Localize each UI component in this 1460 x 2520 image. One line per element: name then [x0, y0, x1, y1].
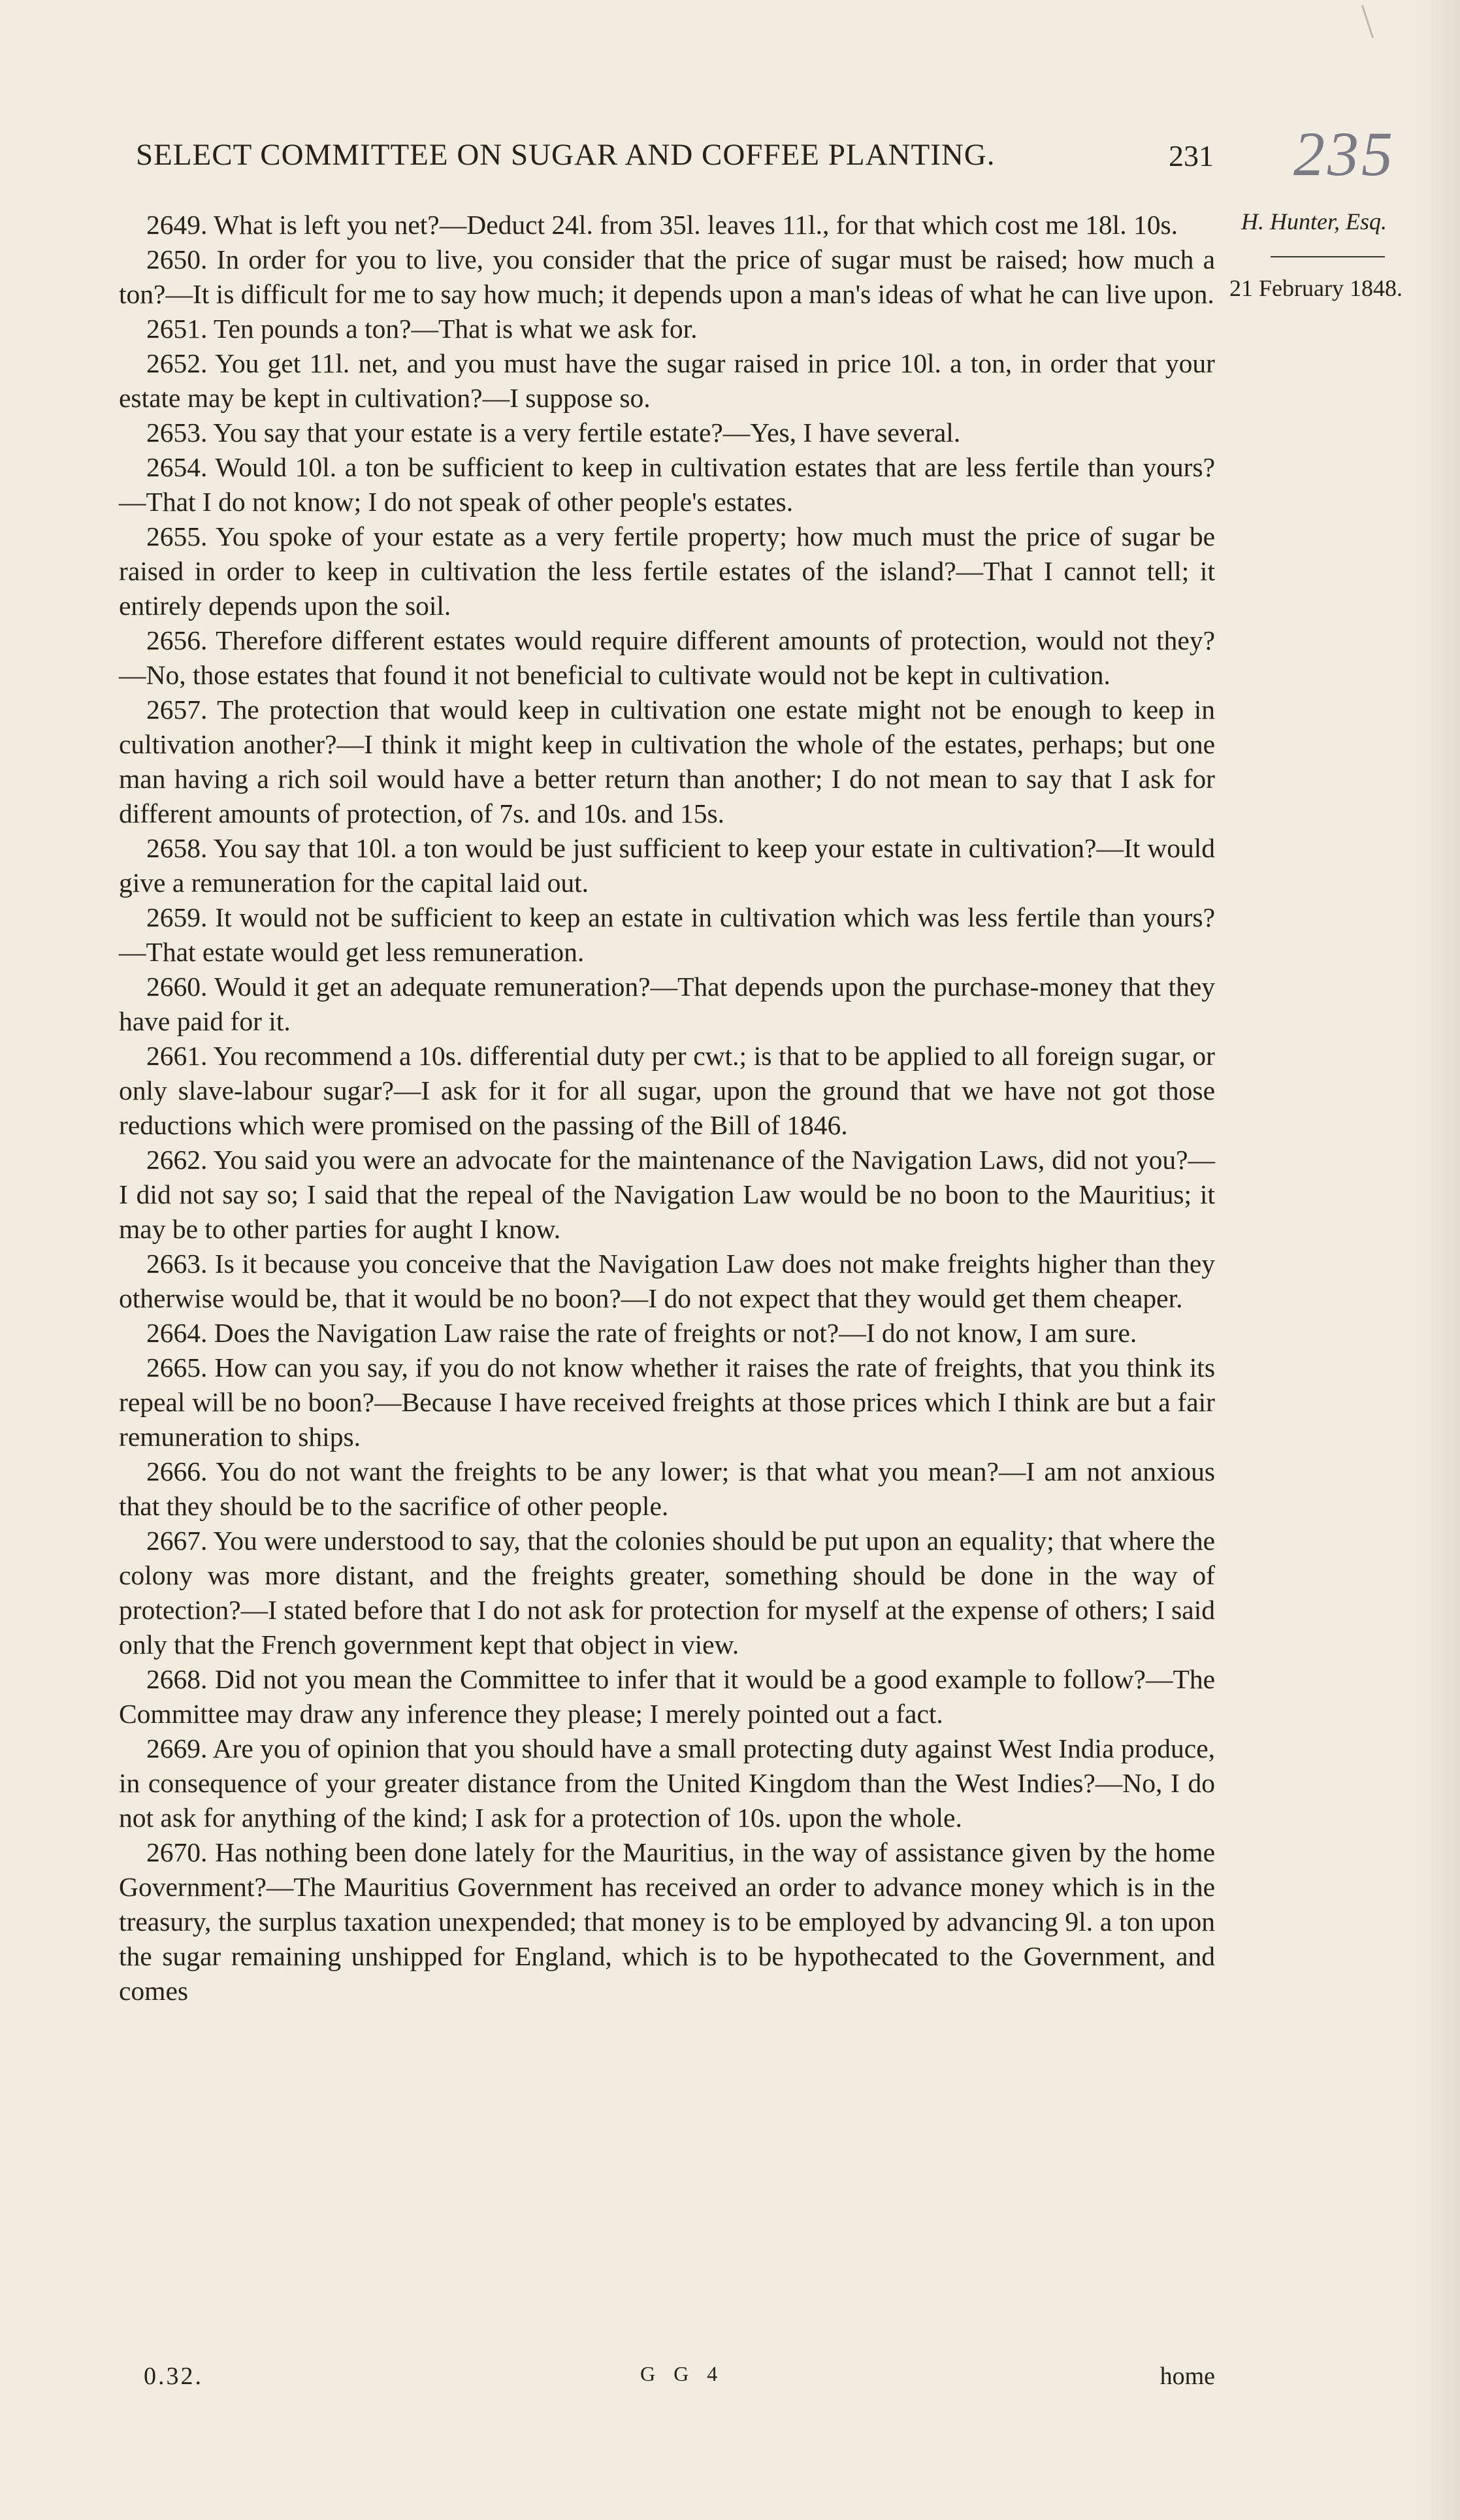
- printed-page-number: 231: [1169, 139, 1214, 172]
- testimony-paragraph: 2666. You do not want the freights to be any lower; is that what you mean?—I am not anxious that they should be to the sacrifice of other people.: [119, 1456, 1215, 1521]
- testimony-paragraph: 2655. You spoke of your estate as a very fertile property; how much must the price of sugar be raised in order to keep in cultivation the less fertile estates of the island?—That I cannot tell; it entirely depends upon the soil.: [119, 521, 1215, 621]
- sidenote-rule: [1271, 256, 1385, 257]
- testimony-paragraph: 2649. What is left you net?—Deduct 24l. from 35l. leaves 11l., for that which cost me 18l. 10s.: [146, 210, 1178, 240]
- footer-sessional-number: 0.32.: [144, 2363, 203, 2390]
- testimony-paragraph: 2658. You say that 10l. a ton would be just sufficient to keep your estate in cultivation?—It would give a remuneration for the capital laid out.: [119, 833, 1215, 898]
- page-edge-shadow: [1414, 0, 1460, 2520]
- testimony-paragraph: 2652. You get 11l. net, and you must have the sugar raised in price 10l. a ton, in order that your estate may be kept in cultivation?—I suppose so.: [119, 348, 1215, 413]
- testimony-paragraph: 2661. You recommend a 10s. differential duty per cwt.; is that to be applied to all foreign sugar, or only slave-labour sugar?—I ask for it for all sugar, upon the ground that we have not got those reductions which were promised on the passing of the Bill of 1846.: [119, 1041, 1215, 1140]
- running-header: [136, 137, 1214, 189]
- testimony-paragraph: 2665. How can you say, if you do not know whether it raises the rate of freights, that you think its repeal will be no boon?—Because I have received freights at those prices which I think are but a fair remuneration to ships.: [119, 1352, 1215, 1452]
- testimony-paragraph: 2669. Are you of opinion that you should have a small protecting duty against West India produce, in consequence of your greater distance from the United Kingdom than the West Indies?—No, I do not ask for anything of the kind; I ask for a protection of 10s. upon the whole.: [119, 1733, 1215, 1833]
- testimony-paragraph: 2654. Would 10l. a ton be sufficient to keep in cultivation estates that are less fertile than yours?—That I do not know; I do not speak of other people's estates.: [119, 452, 1215, 517]
- handwritten-page-number: 235: [1293, 119, 1395, 189]
- footer-signature-mark: G G 4: [640, 2362, 724, 2385]
- footer-catchword: home: [1160, 2363, 1215, 2390]
- witness-name: H. Hunter, Esq.: [1241, 208, 1387, 235]
- testimony-paragraph: 2653. You say that your estate is a very fertile estate?—Yes, I have several.: [146, 417, 961, 448]
- testimony-paragraph: 2663. Is it because you conceive that the Navigation Law does not make freights higher than they otherwise would be, that it would be no boon?—I do not expect that they would get them cheaper.: [119, 1249, 1215, 1313]
- corner-pencil-mark: [1361, 5, 1393, 38]
- testimony-paragraph: 2656. Therefore different estates would require different amounts of protection, would not they?—No, those estates that found it not beneficial to cultivate would not be kept in cultivation.: [119, 625, 1215, 690]
- testimony-paragraph: 2651. Ten pounds a ton?—That is what we ask for.: [146, 314, 698, 344]
- sidenote-witness: [1241, 208, 1387, 235]
- testimony-paragraph: 2670. Has nothing been done lately for the Mauritius, in the way of assistance given by the home Government?—The Mauritius Government has received an order to advance money which is in the treasury, the surplus taxation unexpended; that money is to be employed by advancing 9l. a ton upon the sugar remaining unshipped for England, which is to be hypothecated to the Government, and comes: [119, 1837, 1215, 2006]
- testimony-paragraph: 2668. Did not you mean the Committee to infer that it would be a good example to follow?—The Committee may draw any inference they please; I merely pointed out a fact.: [119, 1664, 1215, 1729]
- testimony-paragraph: 2650. In order for you to live, you consider that the price of sugar must be raised; how much a ton?—It is difficult for me to say how much; it depends upon a man's ideas of what he can live upon.: [119, 244, 1215, 309]
- page-footer: [144, 2362, 1215, 2401]
- sidenote-date: 21 February 1848.: [1229, 275, 1403, 301]
- header-title: SELECT COMMITTEE ON SUGAR AND COFFEE PLANTING.: [136, 138, 996, 172]
- testimony-body: [119, 208, 1215, 2008]
- testimony-paragraph: 2664. Does the Navigation Law raise the rate of freights or not?—I do not know, I am sure.: [146, 1318, 1137, 1348]
- testimony-paragraph: 2662. You said you were an advocate for the maintenance of the Navigation Laws, did not you?—I did not say so; I said that the repeal of the Navigation Law would be no boon to the Mauritius; it may be to other parties for aught I know.: [119, 1145, 1215, 1244]
- testimony-paragraph: 2667. You were understood to say, that the colonies should be put upon an equality; that where the colony was more distant, and the freights greater, something should be done in the way of protection?—I stated before that I do not ask for protection for myself at the expense of others; I said only that the French government kept that object in view.: [119, 1526, 1215, 1660]
- testimony-paragraph: 2659. It would not be sufficient to keep an estate in cultivation which was less fertile than yours?—That estate would get less remuneration.: [119, 902, 1215, 967]
- testimony-paragraph: 2660. Would it get an adequate remuneration?—That depends upon the purchase-money that they have paid for it.: [119, 972, 1215, 1036]
- testimony-paragraph: 2657. The protection that would keep in cultivation one estate might not be enough to keep in cultivation another?—I think it might keep in cultivation the whole of the estates, perhaps; but one man having a rich soil would have a better return than another; I do not mean to say that I ask for different amounts of protection, of 7s. and 10s. and 15s.: [119, 695, 1215, 828]
